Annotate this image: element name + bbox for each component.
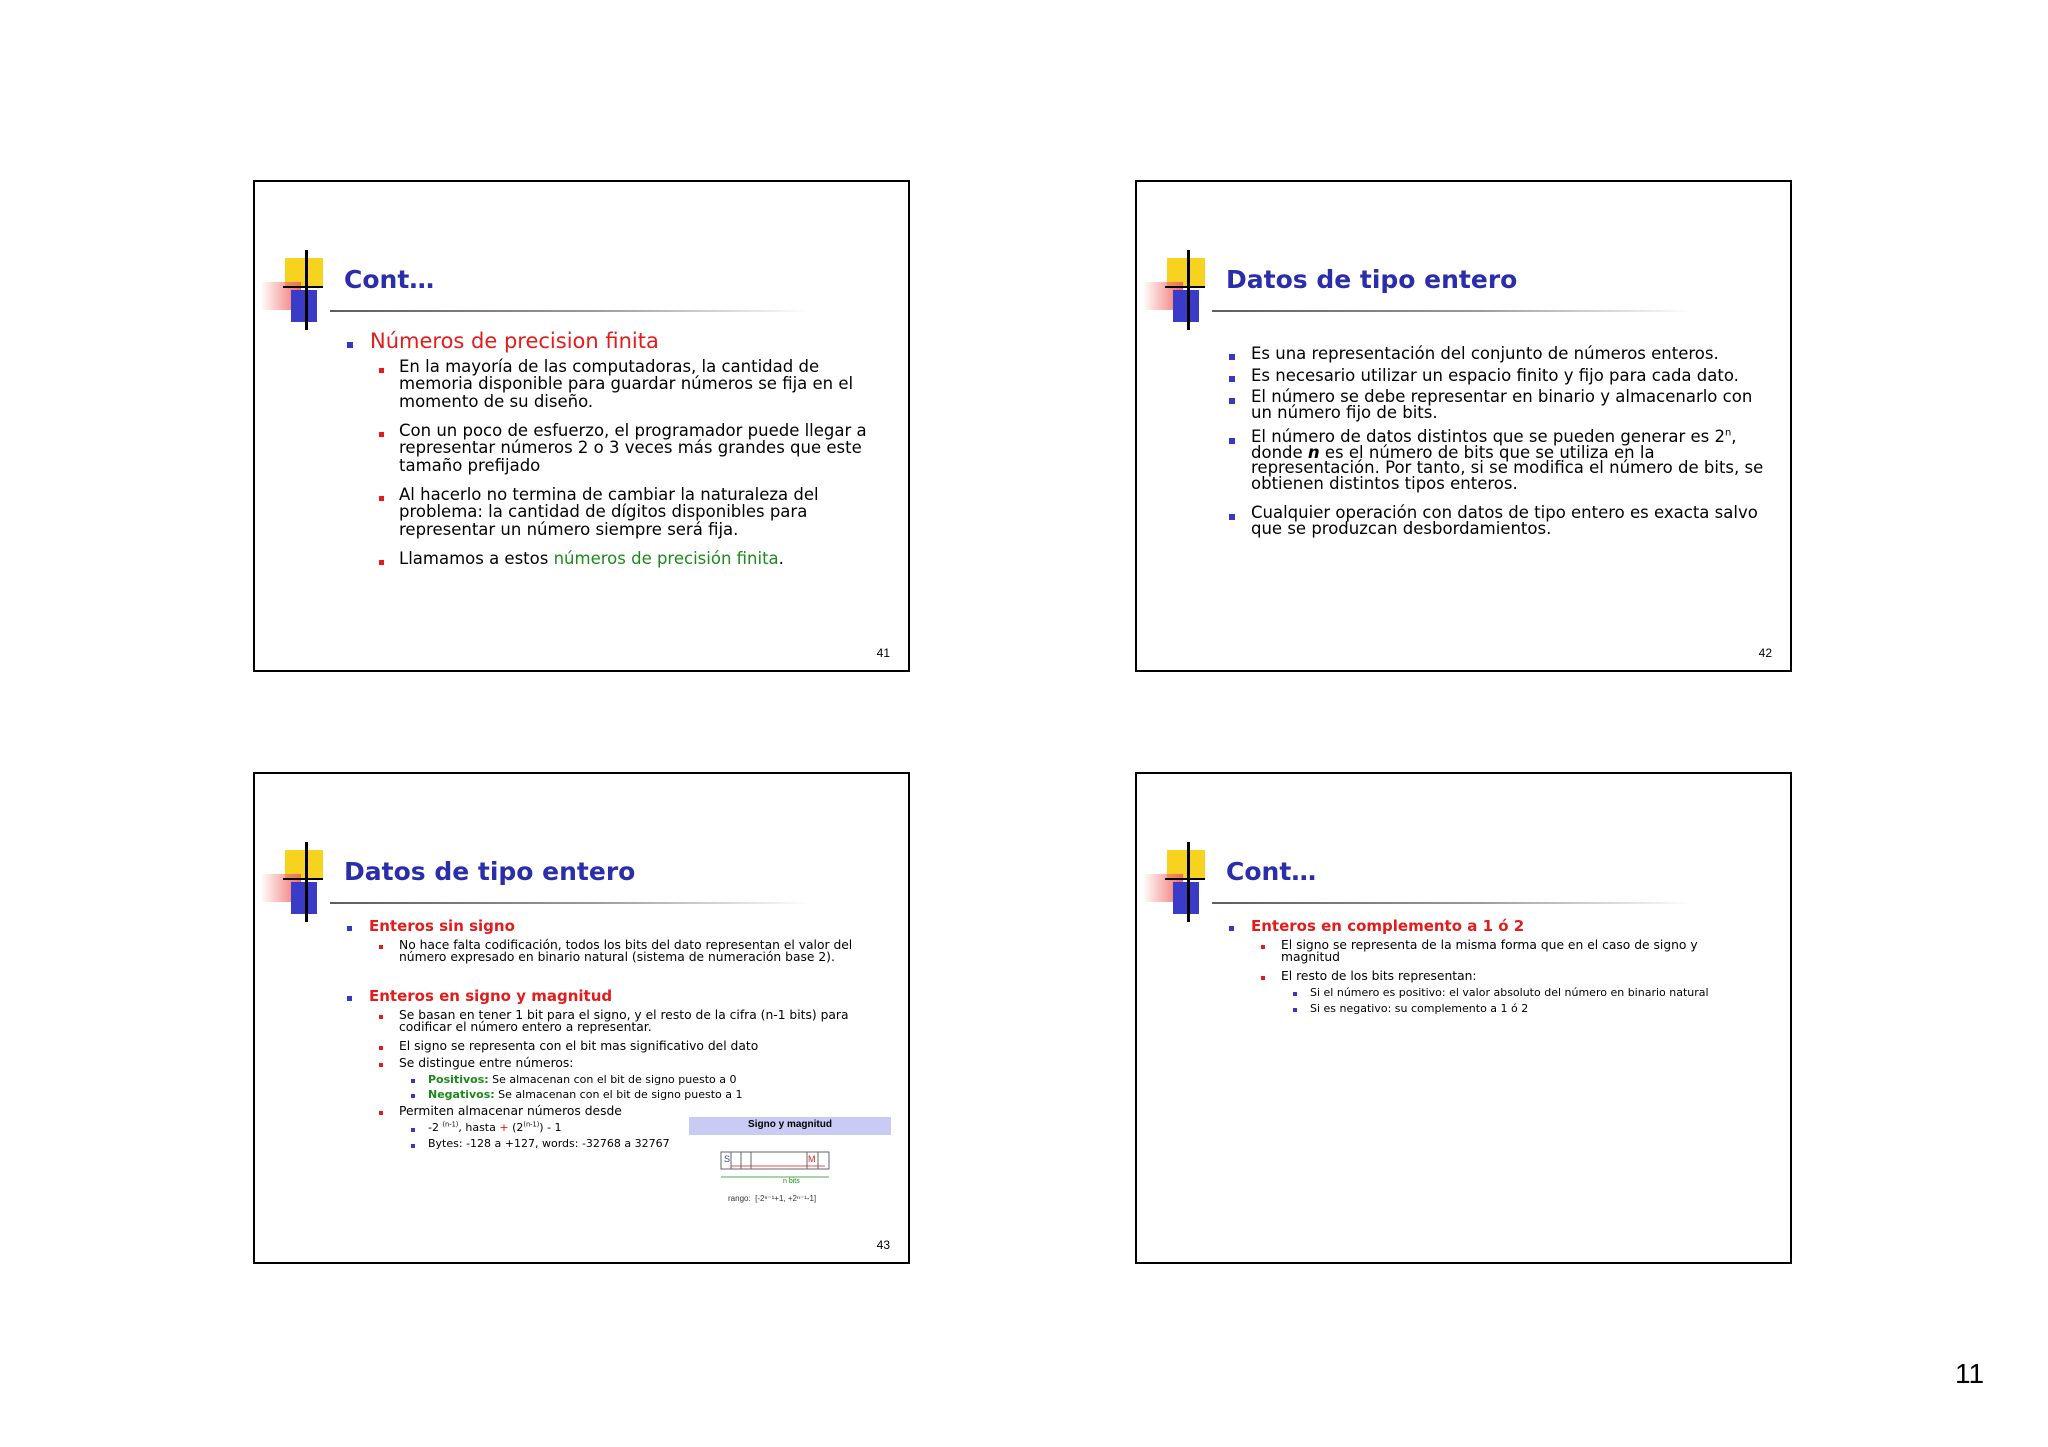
list-item: Cualquier operación con datos de tipo entero es exacta salvo que se produzcan desbordamientos. [1251, 503, 1758, 538]
slide-42 [1135, 180, 1792, 672]
bullet-icon [1293, 992, 1297, 996]
slide-logo-icon [1143, 842, 1213, 922]
bullet-icon [347, 926, 352, 931]
list-item: El signo se representa de la misma forma que en el caso de signo y magnitud [1281, 938, 1698, 965]
bullet-icon [1293, 1008, 1297, 1012]
list-item: El número de datos distintos que se pueden generar es 2$^n$, donde n es el número de bits que se utiliza en la representación. Por tanto, si se modifica el número de bits, se obtienen distintos tipos enteros. [1251, 427, 1764, 494]
slide-logo-icon [1143, 250, 1213, 330]
slide-logo-icon [261, 250, 331, 330]
magnitude-label: M [808, 1154, 816, 1164]
title-rule [330, 310, 810, 312]
list-item: El resto de los bits representan: [1281, 969, 1477, 983]
bullet-icon [411, 1094, 415, 1098]
bullet-icon [1229, 376, 1235, 382]
bullet-icon [379, 432, 384, 437]
bullet-icon [1261, 945, 1265, 949]
slide-title: Cont… [344, 265, 435, 294]
title-rule [1212, 310, 1692, 312]
list-item: Llamamos a estos números de precisión finita. [399, 549, 784, 568]
slide-41 [253, 180, 910, 672]
bullet-icon [1229, 354, 1235, 360]
bullet-icon [379, 496, 384, 501]
n-bits-label: n bits [783, 1178, 800, 1185]
highlight-term: números de precisión finita [553, 549, 779, 568]
list-item: Positivos: Se almacenan con el bit de signo puesto a 0 [428, 1073, 737, 1086]
bullet-icon [1229, 514, 1235, 520]
section-heading: Enteros sin signo [369, 917, 515, 935]
slide-title: Datos de tipo entero [1226, 265, 1518, 294]
bullet-icon [347, 342, 353, 348]
page-number: 11 [1955, 1358, 1985, 1389]
list-item: Bytes: -128 a +127, words: -32768 a 32767 [428, 1137, 670, 1150]
section-heading: Enteros en complemento a 1 ó 2 [1251, 917, 1525, 935]
list-item: Negativos: Se almacenan con el bit de signo puesto a 1 [428, 1088, 743, 1101]
list-item: Con un poco de esfuerzo, el programador puede llegar a representar números 2 o 3 veces más grandes que este tamaño prefijado [399, 421, 867, 475]
bullet-icon [1229, 926, 1234, 931]
list-item: El signo se representa con el bit mas significativo del dato [399, 1039, 759, 1053]
bullet-icon [411, 1079, 415, 1083]
bullet-icon [379, 1063, 383, 1067]
list-item: El número se debe representar en binario y almacenarlo con un número fijo de bits. [1251, 387, 1753, 422]
slide-title: Datos de tipo entero [344, 857, 636, 886]
slide-number: 42 [1758, 646, 1772, 660]
bullet-icon [379, 1015, 383, 1019]
list-item: Al hacerlo no termina de cambiar la naturaleza del problema: la cantidad de dígitos disponibles para representar un número siempre será fija. [399, 485, 819, 539]
bullet-icon [411, 1144, 415, 1148]
range-caption: rango: [-2ⁿ⁻¹+1, +2ⁿ⁻¹-1] [728, 1194, 817, 1203]
slide-44 [1135, 772, 1792, 1264]
list-item: Si es negativo: su complemento a 1 ó 2 [1310, 1002, 1529, 1015]
slide-number: 43 [876, 1238, 890, 1252]
bullet-icon [347, 996, 352, 1001]
bullet-icon [1261, 976, 1265, 980]
slide-number: 41 [876, 646, 890, 660]
list-item: -2 $^{(n-1)}$, hasta + $(2^{(n-1)}) - 1$ [428, 1120, 562, 1134]
bullet-icon [1229, 398, 1235, 404]
list-item: No hace falta codificación, todos los bits del dato representan el valor del número expresado en binario natural (sistema de numeración base 2). [399, 938, 853, 965]
slide-43 [253, 772, 910, 1264]
bullet-icon [379, 560, 384, 565]
section-heading: Enteros en signo y magnitud [369, 987, 613, 1005]
bullet-icon [379, 945, 383, 949]
bullet-icon [1229, 438, 1235, 444]
list-item: Es necesario utilizar un espacio finito y fijo para cada dato. [1251, 366, 1739, 385]
sign-bit-label: S [724, 1154, 731, 1164]
slide-title: Cont… [1226, 857, 1317, 886]
bullet-icon [379, 368, 384, 373]
title-rule [1212, 902, 1692, 904]
bullet-icon [379, 1111, 383, 1115]
list-item: Se basan en tener 1 bit para el signo, y el resto de la cifra (n-1 bits) para codificar el número entero a representar. [399, 1008, 849, 1035]
list-item: En la mayoría de las computadoras, la cantidad de memoria disponible para guardar números se fija en el momento de su diseño. [399, 357, 854, 411]
list-item: Si el número es positivo: el valor absoluto del número en binario natural [1310, 986, 1709, 999]
slide-logo-icon [261, 842, 331, 922]
list-item: Es una representación del conjunto de números enteros. [1251, 344, 1719, 363]
list-item: Se distingue entre números: [399, 1056, 574, 1070]
figure-title: Signo y magnitud [748, 1119, 832, 1130]
bullet-icon [379, 1046, 383, 1050]
title-rule [330, 902, 810, 904]
list-item: Permiten almacenar números desde [399, 1104, 622, 1118]
bullet-icon [411, 1128, 415, 1132]
section-heading: Números de precision finita [370, 329, 659, 353]
